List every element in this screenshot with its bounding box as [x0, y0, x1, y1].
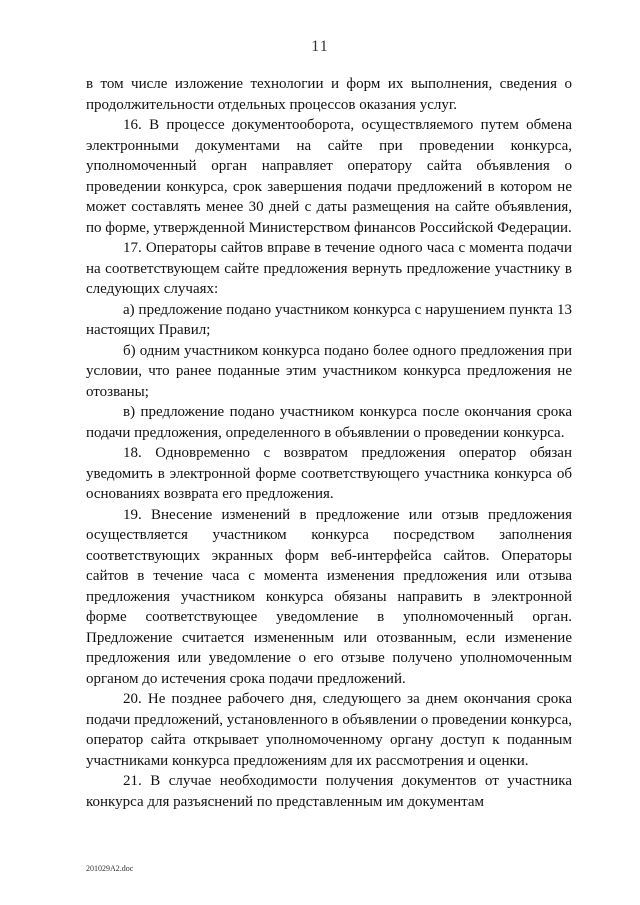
- paragraph: 19. Внесение изменений в предложение или отзыв предложения осуществляется участником конкурса посредством заполнения соответствующих экранных форм веб-интерфейса сайтов. Операторы сайтов в течение часа с момента изменения предложения или отзыва предложения участником конкурса обязаны направить в электронной форме соответствующее уведомление в уполномоченный орган. Предложение считается измененным или отозванным, если изменение предложения или уведомление о его отзыве получено уполномоченным органом до истечения срока подачи предложений.: [86, 506, 572, 687]
- paragraph: 16. В процессе документооборота, осуществляемого путем обмена электронными документами на сайте при проведении конкурса, уполномоченный орган направляет оператору сайта объявления о проведении конкурса, срок завершения подачи предложений в котором не может составлять менее 30 дней с даты размещения на сайте объявления, по форме, утвержденной Министерством финансов Российской Федерации.: [86, 117, 572, 236]
- paragraph: а) предложение подано участником конкурса с нарушением пункта 13 настоящих Правил;: [86, 301, 572, 338]
- page-number: 11: [311, 38, 329, 55]
- paragraph: 21. В случае необходимости получения документов от участника конкурса для разъяснений по представленным им документам: [86, 773, 572, 810]
- paragraph: б) одним участником конкурса подано более одного предложения при условии, что ранее поданные этим участником конкурса предложения не отозваны;: [86, 342, 572, 400]
- file-name-footer: 201029A2.doc: [86, 864, 134, 873]
- paragraph: 20. Не позднее рабочего дня, следующего за днем окончания срока подачи предложений, установленного в объявлении о проведении конкурса, оператор сайта открывает уполномоченному органу доступ к поданным участниками конкурса предложениям для их рассмотрения и оценки.: [86, 691, 572, 769]
- paragraph: 18. Одновременно с возвратом предложения оператор обязан уведомить в электронной форме соответствующего участника конкурса об основаниях возврата его предложения.: [86, 445, 572, 502]
- paragraph: в) предложение подано участником конкурса после окончания срока подачи предложения, определенного в объявлении о проведении конкурса.: [86, 404, 572, 441]
- document-body: [86, 74, 572, 812]
- paragraph: в том числе изложение технологии и форм их выполнения, сведения о продолжительности отдельных процессов оказания услуг.: [86, 76, 572, 113]
- paragraph: 17. Операторы сайтов вправе в течение одного часа с момента подачи на соответствующем сайте предложения вернуть предложение участнику в следующих случаях:: [86, 240, 572, 297]
